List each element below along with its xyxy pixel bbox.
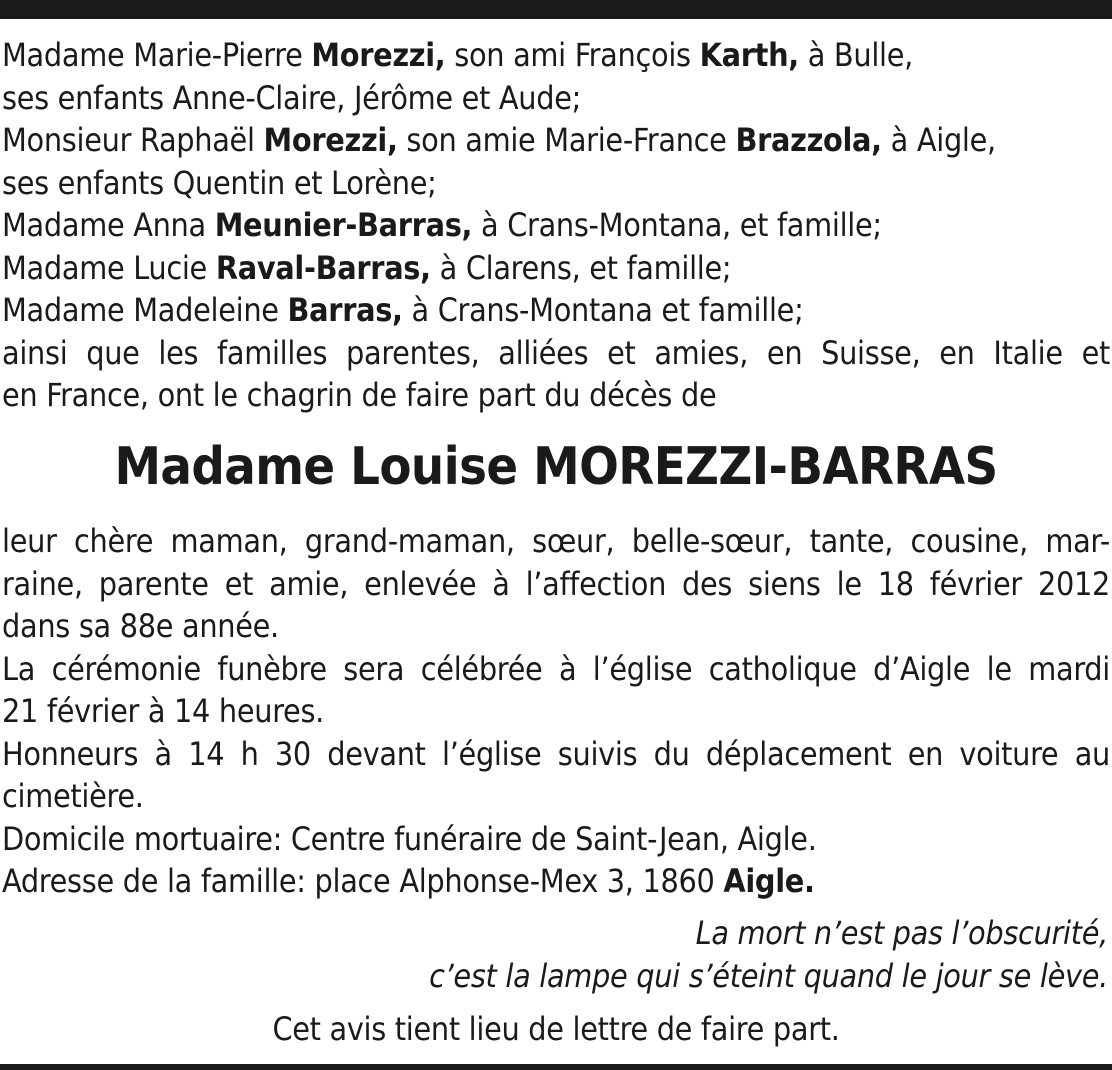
top-border-rule (0, 0, 1112, 19)
surname: Meunier-Barras, (214, 206, 473, 244)
deceased-name-heading: Madame Louise MOREZZI-BARRAS (114, 437, 998, 497)
obituary-notice (2, 520, 1110, 903)
notice-line: 21 février à 14 heures. (2, 692, 325, 730)
text-run: son ami François (445, 36, 700, 74)
text-run: Madame Lucie (2, 248, 216, 287)
family-line: en France, ont le chagrin de faire part du décès de (2, 376, 717, 414)
text-run: Adresse de la famille: place Alphonse-Mex 3, 1860 (2, 862, 724, 900)
notice-line: cimetière. (2, 777, 144, 815)
family-line (2, 34, 1110, 77)
family-line (2, 289, 1110, 332)
surname: Barras, (287, 291, 403, 329)
family-line (2, 119, 1110, 162)
surname: Morezzi, (263, 121, 398, 159)
notice-line (2, 860, 1110, 903)
text-run: à Crans-Montana, et famille; (472, 206, 882, 244)
surname: Raval-Barras, (215, 248, 431, 287)
family-line (2, 247, 1110, 290)
text-run: son amie Marie-France (397, 121, 736, 159)
family-line (2, 204, 1110, 247)
city-name: Aigle. (723, 862, 815, 900)
text-run: Madame Anna (2, 206, 215, 244)
surname: Brazzola, (735, 121, 882, 159)
text-run: à Clarens, et famille; (430, 248, 732, 287)
notice-line: Domicile mortuaire: Centre funéraire de Saint-Jean, Aigle. (2, 819, 817, 858)
family-announcement (2, 34, 1110, 417)
text-run: Madame Marie-Pierre (2, 36, 312, 74)
quote-line: c’est la lampe qui s’éteint quand le jour se lève. (429, 956, 1108, 995)
text-run: Madame Madeleine (2, 291, 288, 329)
text-run: à Crans-Montana et famille; (402, 291, 804, 329)
notice-line: dans sa 88e année. (2, 607, 279, 645)
notice-line: Honneurs à 14 h 30 devant l’église suivis du déplacement en voiture au (2, 734, 1110, 773)
epitaph-quote (208, 912, 1108, 997)
surname: Morezzi, (311, 36, 446, 74)
surname: Karth, (699, 36, 799, 74)
family-line: ses enfants Quentin et Lorène; (2, 163, 437, 202)
family-line: ainsi que les familles parentes, alliées et amies, en Suisse, en Italie et (2, 333, 1110, 372)
closing-statement: Cet avis tient lieu de lettre de faire part. (272, 1010, 840, 1048)
notice-line: La cérémonie funèbre sera célébrée à l’église catholique d’Aigle le mardi (2, 649, 1110, 688)
text-run: à Bulle, (798, 36, 913, 74)
notice-line: raine, parente et amie, enlevée à l’affection des siens le 18 février 2012 (2, 564, 1110, 603)
text-run: à Aigle, (881, 121, 996, 159)
text-run: Monsieur Raphaël (2, 121, 264, 159)
quote-line: La mort n’est pas l’obscurité, (695, 914, 1108, 952)
family-line: ses enfants Anne-Claire, Jérôme et Aude; (2, 78, 582, 117)
notice-line: leur chère maman, grand-maman, sœur, belle-sœur, tante, cousine, mar- (2, 522, 1110, 560)
bottom-border-rule (0, 1064, 1112, 1070)
